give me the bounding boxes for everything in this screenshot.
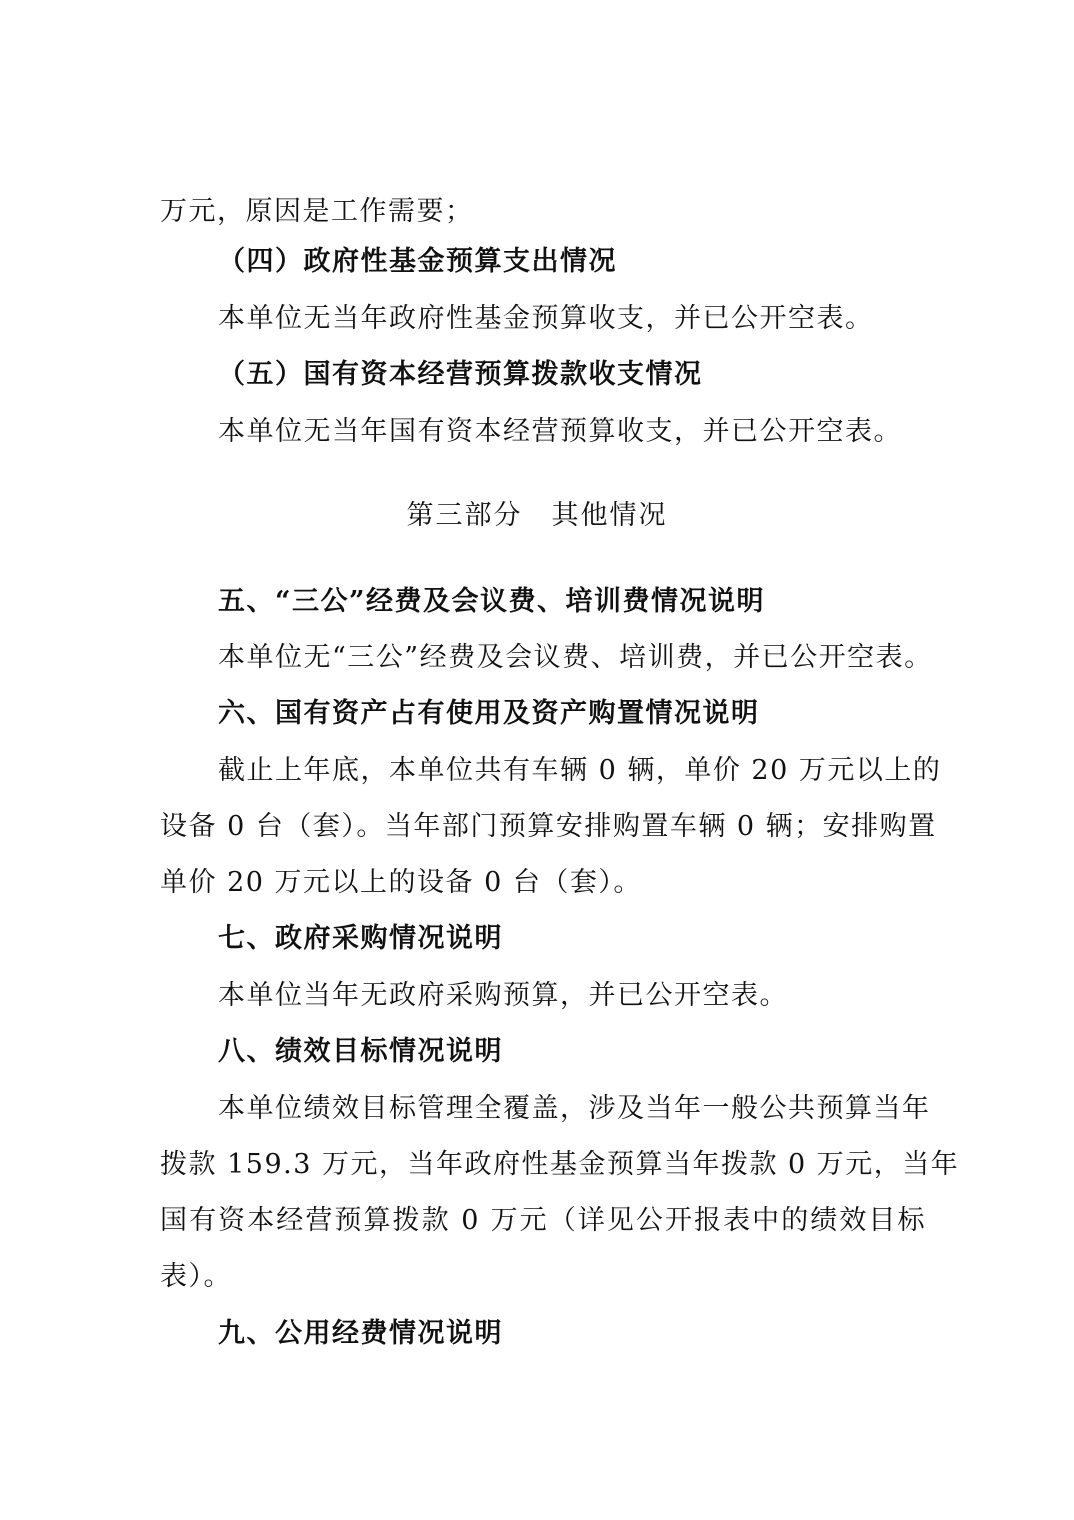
heading-government-procurement: 七、政府采购情况说明	[218, 923, 503, 954]
paragraph-government-fund-budget: 本单位无当年政府性基金预算收支，并已公开空表。	[218, 303, 874, 334]
paragraph-performance-line-1: 本单位绩效目标管理全覆盖，涉及当年一般公共预算当年	[218, 1093, 931, 1124]
section-title-part-three: 第三部分 其他情况	[406, 500, 668, 531]
paragraph-state-assets-line-2: 设备 0 台（套）。当年部门预算安排购置车辆 0 辆；安排购置	[160, 811, 937, 842]
paragraph-performance-line-3: 国有资本经营预算拨款 0 万元（详见公开报表中的绩效目标	[160, 1205, 926, 1236]
paragraph-government-procurement: 本单位当年无政府采购预算，并已公开空表。	[218, 980, 788, 1011]
subheading-state-capital-budget: （五）国有资本经营预算拨款收支情况	[218, 359, 703, 390]
paragraph-state-capital-budget: 本单位无当年国有资本经营预算收支，并已公开空表。	[218, 416, 902, 447]
paragraph-three-public-expenses: 本单位无“三公”经费及会议费、培训费，并已公开空表。	[218, 642, 933, 673]
heading-public-expenses: 九、公用经费情况说明	[218, 1318, 503, 1349]
paragraph-continuation: 万元，原因是工作需要；	[160, 196, 474, 227]
paragraph-state-assets-line-3: 单价 20 万元以上的设备 0 台（套）。	[160, 867, 642, 898]
heading-state-assets: 六、国有资产占有使用及资产购置情况说明	[218, 698, 760, 729]
heading-three-public-expenses: 五、“三公”经费及会议费、培训费情况说明	[218, 586, 766, 617]
subheading-government-fund-budget: （四）政府性基金预算支出情况	[218, 246, 617, 277]
paragraph-performance-line-2: 拨款 159.3 万元，当年政府性基金预算当年拨款 0 万元，当年	[160, 1149, 960, 1180]
heading-performance-targets: 八、绩效目标情况说明	[218, 1036, 503, 1067]
paragraph-performance-line-4: 表）。	[160, 1261, 232, 1292]
paragraph-state-assets-line-1: 截止上年底，本单位共有车辆 0 辆，单价 20 万元以上的	[218, 755, 942, 786]
